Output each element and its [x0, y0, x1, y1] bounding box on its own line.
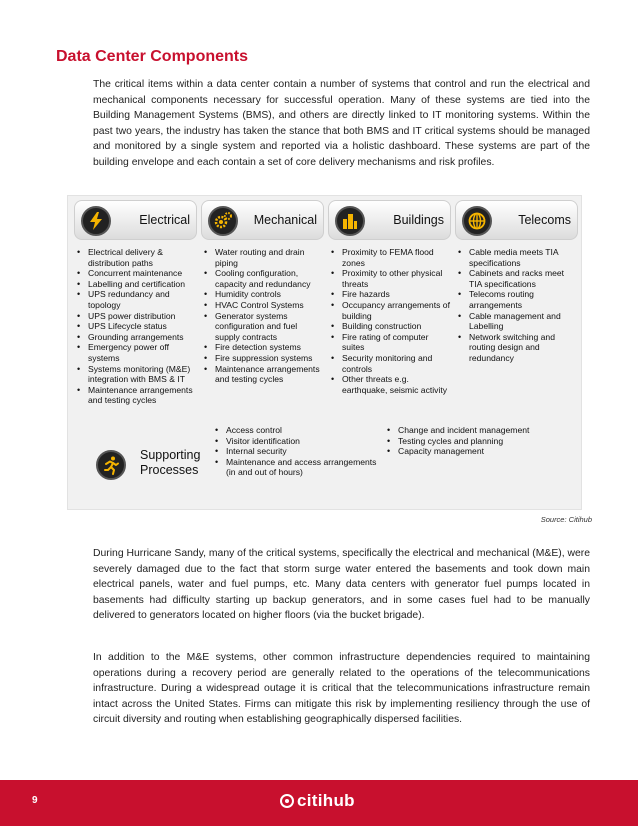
buildings-icon [335, 206, 365, 236]
list-item: • Concurrent maintenance [76, 268, 197, 279]
list-item: • Cable media meets TIA specifications [457, 247, 578, 268]
title-line: Processes [140, 463, 199, 477]
buildings-list [328, 247, 451, 395]
column-title: Mechanical [253, 213, 317, 227]
mechanical-list [201, 247, 324, 385]
title-line: Supporting [140, 448, 201, 462]
list-item: • Emergency power off systems [76, 342, 197, 363]
list-item: • UPS Lifecycle status [76, 321, 197, 332]
list-item: • HVAC Control Systems [203, 300, 324, 311]
column-title: Electrical [139, 213, 190, 227]
supporting-processes [72, 418, 579, 484]
list-item: • Fire rating of computer suites [330, 332, 451, 353]
citihub-logo-icon [280, 794, 294, 808]
support-list-left [212, 425, 387, 478]
page-number: 9 [32, 795, 38, 806]
citihub-logo [280, 791, 355, 811]
list-item: • Humidity controls [203, 289, 324, 300]
column-electrical [74, 200, 197, 440]
intro-paragraph: The critical items within a data center contain a number of systems that control and run the electrical and mechanical components necessary for successful operation. Many of these systems are tied into the Building Management Systems (BMS), and others are directly linked to IT monitoring systems. Within the past two years, the industry has taken the stance that both BMS and IT critical systems should be managed and monitored by a single system and reported via a holistic dashboard. These systems are part of the building envelope and each contain a set of core delivery mechanisms and risk profiles. [93, 79, 590, 168]
diagram-source: Source: Citihub [540, 515, 592, 524]
footer-bar [0, 780, 638, 826]
list-item: • Labelling and certification [76, 279, 197, 290]
list-item: • Other threats e.g. earthquake, seismic activity [330, 374, 451, 395]
list-item: • Access control [214, 425, 387, 436]
list-item: • Fire suppression systems [203, 353, 324, 364]
gears-icon [208, 206, 238, 236]
list-item: • Building construction [330, 321, 451, 332]
list-item: • Water routing and drain piping [203, 247, 324, 268]
column-header [74, 200, 197, 240]
list-item: • Change and incident management [386, 425, 574, 436]
list-item: • Internal security [214, 446, 387, 457]
electrical-list [74, 247, 197, 406]
list-item: • Telecoms routing arrangements [457, 289, 578, 310]
list-item: • UPS redundancy and topology [76, 289, 197, 310]
running-person-icon [96, 450, 126, 480]
list-item: • Maintenance and access arrangements (in and out of hours) [214, 457, 387, 478]
list-item: • Testing cycles and planning [386, 436, 574, 447]
list-item: • Cabinets and racks meet TIA specifications [457, 268, 578, 289]
list-item: • Visitor identification [214, 436, 387, 447]
list-item: • Security monitoring and controls [330, 353, 451, 374]
page-title: Data Center Components [56, 48, 249, 65]
supporting-processes-header [84, 436, 204, 484]
list-item: • Maintenance arrangements and testing cycles [76, 385, 197, 406]
supporting-processes-title [140, 448, 200, 478]
column-mechanical [201, 200, 324, 440]
hurricane-paragraph: During Hurricane Sandy, many of the critical systems, specifically the electrical and mechanical (M&E), were severely damaged due to the fact that storm surge water entered the basements and took down main electrical panels, water and fuel pumps, etc. Many data centers with generator fuel pumps located in basements had difficulty starting up backup generators, and in some cases fuel had to be manually delivered to generators located on higher floors (via the bucket brigade). [93, 548, 591, 622]
column-header [455, 200, 578, 240]
column-title: Buildings [393, 213, 444, 227]
list-item: • Proximity to FEMA flood zones [330, 247, 451, 268]
column-telecoms [455, 200, 578, 440]
column-header [201, 200, 324, 240]
list-item: • Occupancy arrangements of building [330, 300, 451, 321]
list-item: • Fire hazards [330, 289, 451, 300]
lightning-icon [81, 206, 111, 236]
components-diagram [67, 195, 582, 510]
telecoms-list [455, 247, 578, 364]
globe-icon [462, 206, 492, 236]
list-item: • Maintenance arrangements and testing cycles [203, 364, 324, 385]
column-buildings [328, 200, 451, 440]
list-item: • Fire detection systems [203, 342, 324, 353]
list-item: • Generator systems configuration and fuel supply contracts [203, 311, 324, 343]
citihub-logo-text: citihub [297, 791, 355, 810]
list-item: • Electrical delivery & distribution paths [76, 247, 197, 268]
list-item: • Cable management and Labelling [457, 311, 578, 332]
column-header [328, 200, 451, 240]
list-item: • Cooling configuration, capacity and redundancy [203, 268, 324, 289]
list-item: • UPS power distribution [76, 311, 197, 322]
support-list-right [384, 425, 574, 457]
list-item: • Systems monitoring (M&E) integration with BMS & IT [76, 364, 197, 385]
list-item: • Capacity management [386, 446, 574, 457]
list-item: • Grounding arrangements [76, 332, 197, 343]
column-title: Telecoms [518, 213, 571, 227]
list-item: • Network switching and routing design and redundancy [457, 332, 578, 364]
list-item: • Proximity to other physical threats [330, 268, 451, 289]
telecom-paragraph: In addition to the M&E systems, other common infrastructure dependencies required to maintaining operations during a recovery period are generally related to the operations of the telecommunications infrastructure. During a widespread outage it is critical that the telecommunications infrastructure remain intact across the United States. Firms can mitigate this risk by implementing resiliency through the use of circuit diversity and routing when establishing geographically dispersed facilities. [93, 652, 590, 726]
